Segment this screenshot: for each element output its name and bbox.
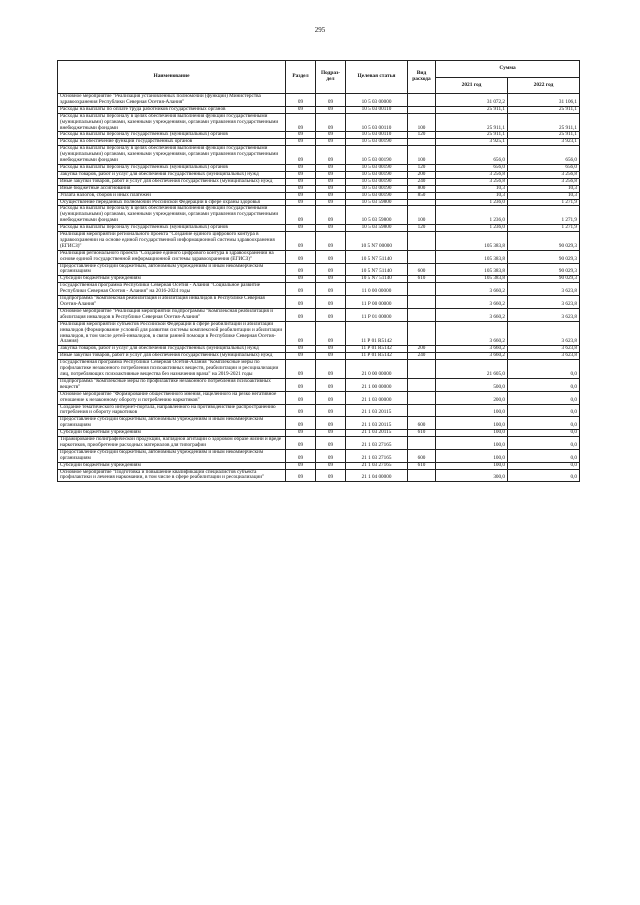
table-row	[58, 146, 580, 165]
row-subsection: 09	[316, 199, 346, 206]
row-sum-2021: 25 911,1	[436, 113, 508, 132]
row-sum-2021: 100,0	[436, 462, 508, 469]
row-subsection: 09	[316, 321, 346, 346]
row-sum-2021: 300,0	[436, 469, 508, 482]
row-sum-2021: 3 256,8	[436, 178, 508, 185]
table-row	[58, 321, 580, 346]
header-article: Целевая статья	[346, 61, 408, 94]
row-article: 10 5 N7 51140	[346, 263, 408, 276]
row-section: 09	[286, 164, 316, 171]
row-article: 21 1 04 00000	[346, 469, 408, 482]
row-sum-2022: 31 106,1	[508, 94, 580, 107]
row-article: 21 0 00 00000	[346, 360, 408, 379]
row-article: 10 5 03 00110	[346, 113, 408, 132]
row-subsection: 09	[316, 378, 346, 391]
table-row	[58, 206, 580, 225]
row-section: 09	[286, 263, 316, 276]
row-section: 09	[286, 225, 316, 232]
row-sum-2022: 3 623,8	[508, 353, 580, 360]
table-row	[58, 391, 580, 404]
row-article: 10 5 03 59800	[346, 206, 408, 225]
row-section: 09	[286, 276, 316, 283]
row-subsection: 09	[316, 404, 346, 417]
row-section: 09	[286, 462, 316, 469]
row-name: Субсидии бюджетным учреждениям	[58, 276, 286, 283]
row-name: Реализация регионального проекта "Создание единого цифрового контура в здравоохранении на основе единой государственной информационной системы здравоохранения (ЕГИСЗ)"	[58, 250, 286, 263]
row-subsection: 09	[316, 283, 346, 296]
table-row	[58, 113, 580, 132]
row-sum-2022: 0,0	[508, 391, 580, 404]
row-subsection: 09	[316, 276, 346, 283]
table-body	[58, 94, 580, 482]
row-name: Основное мероприятие "Подготовка и повышение квалификации специалистов субъекта профилактики и лечения наркомании, в том числе в сфере реабилитации и ресоциализации"	[58, 469, 286, 482]
row-sum-2022: 3 623,8	[508, 308, 580, 321]
row-name: Основное мероприятие "Формирование общественного мнения, нацеленного на резко негативное отношение к незаконному обороту и потреблению наркотиков"	[58, 391, 286, 404]
row-sum-2021: 105 383,8	[436, 276, 508, 283]
table-row	[58, 232, 580, 251]
row-name: Субсидии бюджетным учреждениям	[58, 430, 286, 437]
row-name: Создание тематического интернет-портала, направленного на противодействие распространению потребления и обороту наркотиков	[58, 404, 286, 417]
row-kind: 120	[408, 225, 436, 232]
row-section: 09	[286, 283, 316, 296]
row-subsection: 09	[316, 139, 346, 146]
row-kind: 600	[408, 449, 436, 462]
table-row	[58, 94, 580, 107]
row-subsection: 09	[316, 146, 346, 165]
row-name: Реализация мероприятий субъектов Российской Федерации в сфере реабилитации и абилитации инвалидов (Формирование условий для развития системы комплексной реабилитации и абилитации инвалидов, в том числе детей-инвалидов, в связи ранней помощи в Республике Северная Осетия-Алания)	[58, 321, 286, 346]
row-sum-2022: 0,0	[508, 360, 580, 379]
row-article: 21 1 00 00000	[346, 378, 408, 391]
row-kind	[408, 437, 436, 450]
row-sum-2022: 0,0	[508, 417, 580, 430]
row-section: 09	[286, 139, 316, 146]
row-article: 21 1 03 27165	[346, 449, 408, 462]
table-row	[58, 417, 580, 430]
row-article: 10 5 03 00190	[346, 178, 408, 185]
header-sum: Сумма	[436, 61, 580, 78]
row-sum-2021: 3 660,2	[436, 321, 508, 346]
row-name: Основное мероприятие "Реализация установленных полномочий (функций) Министерства здравоохранения Республики Северная Осетия-Алания"	[58, 94, 286, 107]
row-kind	[408, 391, 436, 404]
row-name: Закупка товаров, работ и услуг для обеспечения государственных (муниципальных) нужд	[58, 346, 286, 353]
header-subsection: Подраз- дел	[316, 61, 346, 94]
row-kind: 100	[408, 206, 436, 225]
row-sum-2022: 3 923,1	[508, 139, 580, 146]
table-row	[58, 360, 580, 379]
row-section: 09	[286, 360, 316, 379]
row-article: 11 Р 00 00000	[346, 296, 408, 309]
row-subsection: 09	[316, 346, 346, 353]
row-sum-2021: 3 925,1	[436, 139, 508, 146]
row-section: 09	[286, 391, 316, 404]
row-name: Подпрограмма "Комплексная реабилитация и абилитация инвалидов в Республике Северная Осетия-Алания"	[58, 296, 286, 309]
row-sum-2022: 3 623,8	[508, 346, 580, 353]
row-sum-2021: 100,0	[436, 404, 508, 417]
row-sum-2021: 1 236,0	[436, 206, 508, 225]
row-sum-2021: 100,0	[436, 430, 508, 437]
row-name: Закупка товаров, работ и услуг для обеспечения государственных (муниципальных) нужд	[58, 171, 286, 178]
row-kind	[408, 94, 436, 107]
row-kind: 120	[408, 164, 436, 171]
row-name: Предоставление субсидий бюджетным, автономным учреждениям и иным некоммерческим организациям	[58, 263, 286, 276]
row-article: 10 5 N7 51140	[346, 276, 408, 283]
row-subsection: 09	[316, 206, 346, 225]
row-subsection: 09	[316, 308, 346, 321]
row-subsection: 09	[316, 225, 346, 232]
row-sum-2022: 0,0	[508, 469, 580, 482]
row-name: Иные закупки товаров, работ и услуг для обеспечения государственных (муниципальных) нужд	[58, 178, 286, 185]
row-sum-2021: 100,0	[436, 437, 508, 450]
row-sum-2021: 31 072,2	[436, 94, 508, 107]
row-sum-2021: 3 660,2	[436, 283, 508, 296]
table-row	[58, 308, 580, 321]
row-subsection: 09	[316, 178, 346, 185]
row-name: Иные закупки товаров, работ и услуг для обеспечения государственных (муниципальных) нужд	[58, 353, 286, 360]
row-article: 21 1 03 20115	[346, 404, 408, 417]
row-kind	[408, 378, 436, 391]
row-kind	[408, 283, 436, 296]
row-sum-2022: 3 623,8	[508, 321, 580, 346]
row-section: 09	[286, 437, 316, 450]
row-name: Расходы на выплаты персоналу в целях обеспечения выполнения функций государственными (муниципальными) органами, казенными учреждениями, органами управления государственными внебюджетными фондами	[58, 146, 286, 165]
row-section: 09	[286, 206, 316, 225]
row-kind: 610	[408, 462, 436, 469]
row-section: 09	[286, 185, 316, 192]
row-name: Расходы на обеспечение функций государственных органов	[58, 139, 286, 146]
row-subsection: 09	[316, 263, 346, 276]
row-section: 09	[286, 308, 316, 321]
row-section: 09	[286, 469, 316, 482]
row-kind	[408, 139, 436, 146]
row-article: 10 5 03 00000	[346, 94, 408, 107]
row-kind: 200	[408, 346, 436, 353]
row-sum-2022: 3 256,8	[508, 171, 580, 178]
row-subsection: 09	[316, 437, 346, 450]
header-year-2022: 2022 год	[508, 78, 580, 94]
table-row	[58, 296, 580, 309]
row-name: Предоставление субсидий бюджетным, автономным учреждениям и иным некоммерческим организациям	[58, 417, 286, 430]
row-section: 09	[286, 199, 316, 206]
row-sum-2021: 3 256,8	[436, 171, 508, 178]
row-sum-2022: 0,0	[508, 430, 580, 437]
row-subsection: 09	[316, 164, 346, 171]
row-article: 10 5 03 00190	[346, 146, 408, 165]
row-article: 10 5 03 59800	[346, 225, 408, 232]
row-sum-2021: 1 236,0	[436, 199, 508, 206]
row-name: Предоставление субсидий бюджетным, автономным учреждениям и иным некоммерческим организациям	[58, 449, 286, 462]
row-sum-2022: 3 623,8	[508, 296, 580, 309]
table-row	[58, 192, 580, 199]
row-sum-2022: 1 271,9	[508, 225, 580, 232]
row-subsection: 09	[316, 106, 346, 113]
row-name: Расходы на выплаты персоналу государственных (муниципальных) органов	[58, 132, 286, 139]
row-sum-2022: 0,0	[508, 449, 580, 462]
header-year-2021: 2021 год	[436, 78, 508, 94]
row-name: Государственная программа Республики Северная Осетия-Алания "Комплексные меры по профилактике незаконного потребления психоактивных веществ, реабилитации и ресоциализации лиц, потребляющих психоактивные вещества без назначения врача" на 2019-2021 годы	[58, 360, 286, 379]
row-name: Осуществление переданных полномочий Российской Федерации в сфере охраны здоровья	[58, 199, 286, 206]
row-name: Расходы на выплаты персоналу в целях обеспечения выполнения функций государственными (муниципальными) органами, казенными учреждениями, органами управления государственными внебюджетными фондами	[58, 113, 286, 132]
row-kind	[408, 296, 436, 309]
row-sum-2022: 90 029,3	[508, 276, 580, 283]
row-subsection: 09	[316, 430, 346, 437]
row-sum-2021: 656,0	[436, 146, 508, 165]
table-row	[58, 437, 580, 450]
table-row	[58, 469, 580, 482]
row-sum-2022: 3 623,8	[508, 283, 580, 296]
row-section: 09	[286, 192, 316, 199]
row-section: 09	[286, 321, 316, 346]
row-kind	[408, 199, 436, 206]
row-article: 21 1 03 20115	[346, 417, 408, 430]
row-article: 10 5 03 00190	[346, 185, 408, 192]
row-sum-2021: 25 911,1	[436, 132, 508, 139]
row-subsection: 09	[316, 449, 346, 462]
row-kind	[408, 321, 436, 346]
row-kind	[408, 360, 436, 379]
row-kind: 610	[408, 430, 436, 437]
row-section: 09	[286, 250, 316, 263]
row-sum-2022: 10,3	[508, 192, 580, 199]
row-section: 09	[286, 106, 316, 113]
row-subsection: 09	[316, 192, 346, 199]
row-article: 21 1 03 20115	[346, 430, 408, 437]
row-sum-2021: 200,0	[436, 391, 508, 404]
row-name: Расходы на выплаты персоналу государственных (муниципальных) органов	[58, 225, 286, 232]
row-section: 09	[286, 417, 316, 430]
row-sum-2022: 0,0	[508, 404, 580, 417]
row-sum-2021: 656,0	[436, 164, 508, 171]
row-subsection: 09	[316, 296, 346, 309]
row-sum-2021: 10,3	[436, 185, 508, 192]
row-name: Расходы на выплаты по оплате труда работников государственных органов	[58, 106, 286, 113]
table-row	[58, 283, 580, 296]
row-sum-2022: 3 256,8	[508, 178, 580, 185]
row-sum-2021: 25 911,1	[436, 106, 508, 113]
row-kind: 100	[408, 146, 436, 165]
row-subsection: 09	[316, 232, 346, 251]
row-article: 11 0 00 00000	[346, 283, 408, 296]
row-name: Субсидии бюджетным учреждениям	[58, 462, 286, 469]
row-kind	[408, 469, 436, 482]
row-section: 09	[286, 353, 316, 360]
row-sum-2022: 0,0	[508, 437, 580, 450]
row-sum-2021: 3 660,2	[436, 346, 508, 353]
row-article: 10 5 03 59800	[346, 199, 408, 206]
row-kind	[408, 404, 436, 417]
row-article: 10 5 N7 51140	[346, 250, 408, 263]
table-row	[58, 404, 580, 417]
row-article: 11 Р 01 R5142	[346, 346, 408, 353]
row-sum-2022: 25 911,1	[508, 113, 580, 132]
table-row	[58, 378, 580, 391]
row-article: 11 Р 01 00000	[346, 308, 408, 321]
header-kind: Вид расхода	[408, 61, 436, 94]
row-sum-2022: 656,0	[508, 146, 580, 165]
row-article: 21 1 03 00000	[346, 391, 408, 404]
row-kind	[408, 308, 436, 321]
row-name: Иные бюджетные ассигнования	[58, 185, 286, 192]
row-subsection: 09	[316, 360, 346, 379]
row-section: 09	[286, 378, 316, 391]
row-sum-2021: 100,0	[436, 417, 508, 430]
row-section: 09	[286, 132, 316, 139]
row-subsection: 09	[316, 417, 346, 430]
row-section: 09	[286, 171, 316, 178]
row-sum-2022: 1 271,9	[508, 206, 580, 225]
row-subsection: 09	[316, 353, 346, 360]
row-sum-2022: 1 271,9	[508, 199, 580, 206]
row-article: 10 5 03 00110	[346, 106, 408, 113]
row-subsection: 09	[316, 469, 346, 482]
row-sum-2021: 105 383,8	[436, 263, 508, 276]
table-row	[58, 250, 580, 263]
header-section: Раздел	[286, 61, 316, 94]
row-sum-2022: 90 029,3	[508, 250, 580, 263]
row-kind: 120	[408, 132, 436, 139]
row-article: 10 5 N7 00000	[346, 232, 408, 251]
row-kind: 800	[408, 185, 436, 192]
row-subsection: 09	[316, 462, 346, 469]
row-kind: 200	[408, 171, 436, 178]
row-sum-2022: 0,0	[508, 462, 580, 469]
row-sum-2021: 500,0	[436, 378, 508, 391]
row-sum-2021: 21 605,0	[436, 360, 508, 379]
row-name: Уплата налогов, сборов и иных платежей	[58, 192, 286, 199]
row-subsection: 09	[316, 94, 346, 107]
row-kind	[408, 232, 436, 251]
row-article: 10 5 03 00110	[346, 132, 408, 139]
row-sum-2021: 105 383,8	[436, 232, 508, 251]
row-name: Реализация мероприятий регионального проекта "Создание единого цифрового контура в здравоохранении на основе единой государственной информационной системы здравоохранения (ЕГИСЗ)"	[58, 232, 286, 251]
row-sum-2021: 3 660,2	[436, 308, 508, 321]
row-subsection: 09	[316, 250, 346, 263]
row-name: Подпрограмма "Комплексные меры по профилактике незаконного потребления психоактивных веществ"	[58, 378, 286, 391]
row-section: 09	[286, 296, 316, 309]
row-article: 10 5 03 00190	[346, 164, 408, 171]
row-sum-2022: 90 029,3	[508, 232, 580, 251]
row-sum-2022: 0,0	[508, 378, 580, 391]
row-kind: 600	[408, 263, 436, 276]
row-subsection: 09	[316, 171, 346, 178]
table-row	[58, 449, 580, 462]
row-sum-2021: 1 236,0	[436, 225, 508, 232]
header-name: Наименование	[58, 61, 286, 94]
row-section: 09	[286, 346, 316, 353]
row-sum-2022: 25 911,1	[508, 106, 580, 113]
row-sum-2022: 25 911,1	[508, 132, 580, 139]
row-article: 11 Р 01 R5142	[346, 321, 408, 346]
row-section: 09	[286, 178, 316, 185]
row-kind: 240	[408, 353, 436, 360]
row-section: 09	[286, 449, 316, 462]
table-row	[58, 263, 580, 276]
row-article: 10 5 03 00190	[346, 192, 408, 199]
row-section: 09	[286, 146, 316, 165]
row-article: 10 5 03 00190	[346, 139, 408, 146]
row-kind: 240	[408, 178, 436, 185]
budget-table	[57, 60, 580, 482]
row-sum-2021: 10,3	[436, 192, 508, 199]
row-sum-2021: 105 383,8	[436, 250, 508, 263]
row-sum-2021: 3 660,2	[436, 296, 508, 309]
row-section: 09	[286, 232, 316, 251]
row-name: Тиражирование полиграфической продукции, наглядной агитации о здоровом образе жизни и вреде наркотиков, приобретение расходных материалов для типографии	[58, 437, 286, 450]
page-number: 295	[314, 26, 326, 34]
row-sum-2021: 3 660,2	[436, 353, 508, 360]
row-subsection: 09	[316, 132, 346, 139]
row-kind	[408, 250, 436, 263]
row-sum-2022: 90 029,3	[508, 263, 580, 276]
row-section: 09	[286, 113, 316, 132]
row-article: 11 Р 01 R5142	[346, 353, 408, 360]
row-section: 09	[286, 404, 316, 417]
row-sum-2022: 656,0	[508, 164, 580, 171]
row-kind: 850	[408, 192, 436, 199]
row-name: Государственная программа Республики Северная Осетия - Алания "Социальное развитие Республики Северная Осетия - Алания" на 2016-2024 годы	[58, 283, 286, 296]
row-name: Расходы на выплаты персоналу государственных (муниципальных) органов	[58, 164, 286, 171]
row-sum-2022: 10,3	[508, 185, 580, 192]
row-name: Основное мероприятие "Реализация мероприятий подпрограммы "Комплексная реабилитация и абилитация инвалидов в Республике Северная Осетия-Алания"	[58, 308, 286, 321]
row-section: 09	[286, 94, 316, 107]
row-kind	[408, 106, 436, 113]
row-subsection: 09	[316, 391, 346, 404]
row-sum-2021: 100,0	[436, 449, 508, 462]
row-article: 10 5 03 00190	[346, 171, 408, 178]
row-section: 09	[286, 430, 316, 437]
row-name: Расходы на выплаты персоналу в целях обеспечения выполнения функций государственными (муниципальными) органами, казенными учреждениями, органами управления государственными внебюджетными фондами	[58, 206, 286, 225]
row-subsection: 09	[316, 185, 346, 192]
row-article: 21 1 03 27165	[346, 462, 408, 469]
row-kind: 610	[408, 276, 436, 283]
row-subsection: 09	[316, 113, 346, 132]
row-kind: 100	[408, 113, 436, 132]
row-article: 21 1 03 27165	[346, 437, 408, 450]
row-kind: 600	[408, 417, 436, 430]
